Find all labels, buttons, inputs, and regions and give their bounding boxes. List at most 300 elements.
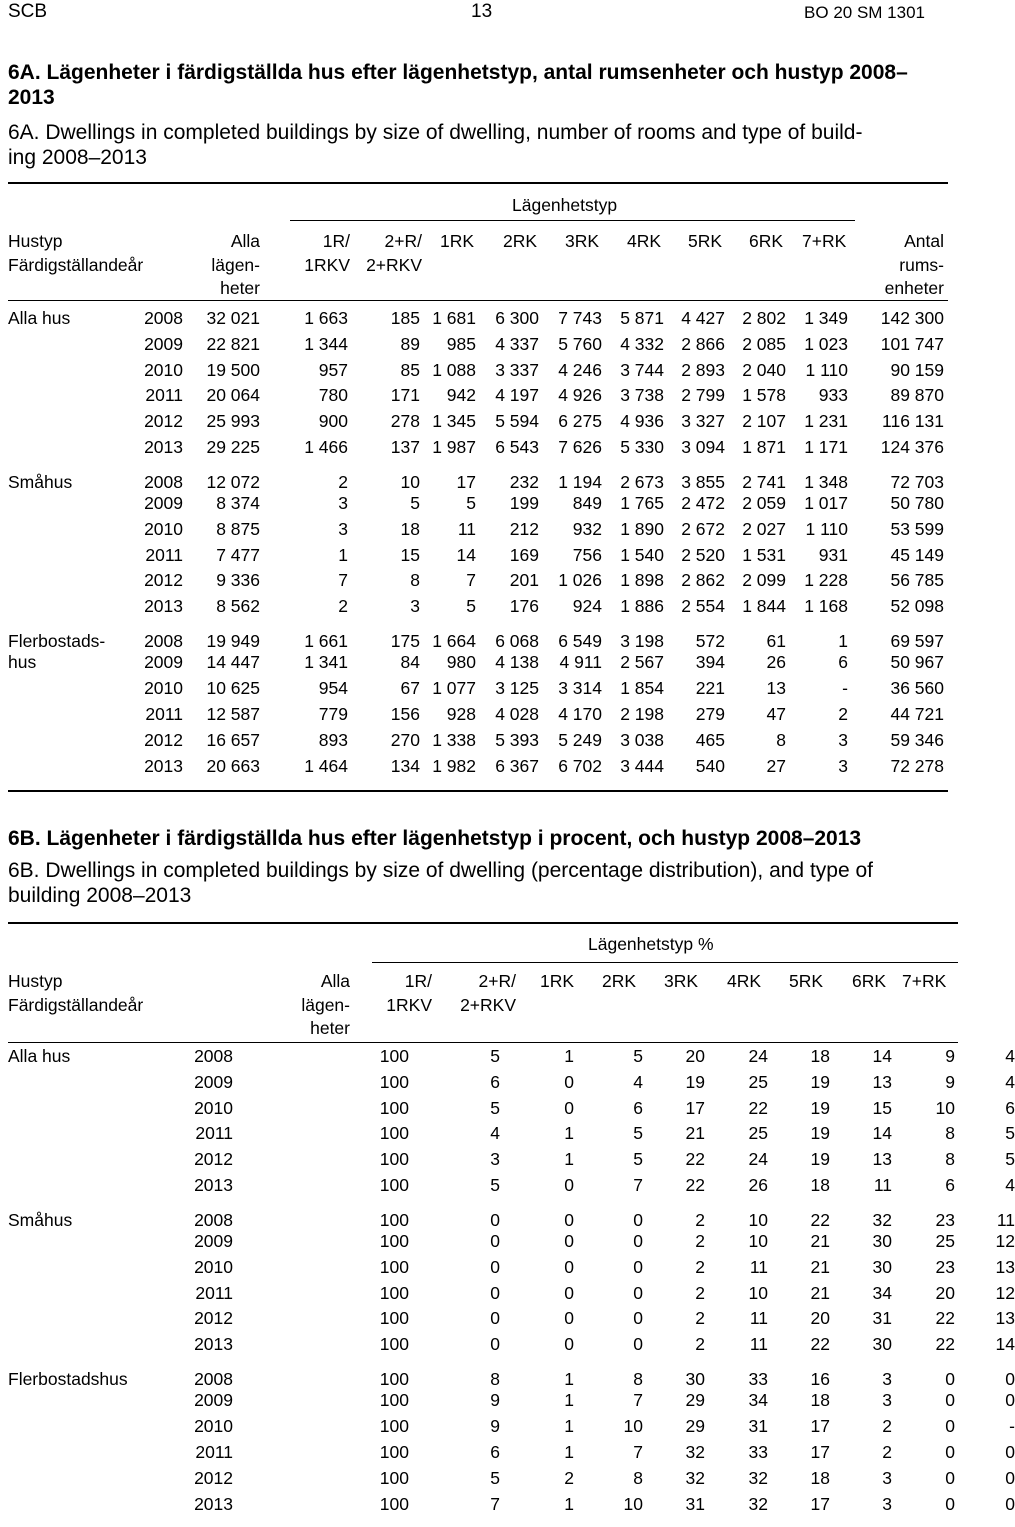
value-cell: 15 (872, 1097, 892, 1118)
value-cell: 12 072 (206, 472, 260, 493)
table-a-header-1r-2: 1RKV (304, 254, 350, 275)
value-cell: 1 (564, 1390, 574, 1411)
value-cell: 1 466 (304, 436, 348, 457)
year-cell: 2012 (194, 1308, 233, 1329)
value-cell: 4 911 (559, 652, 602, 673)
value-cell: 1 (838, 631, 848, 652)
value-cell: 101 747 (880, 333, 944, 354)
value-cell: 5 871 (620, 308, 664, 328)
table-b-header-year-label: Färdigställandeår (8, 994, 144, 1015)
group-name-cell (8, 1334, 173, 1360)
value-cell: 5 (1005, 1123, 1015, 1144)
value-cell: 6 (1005, 1097, 1015, 1118)
table-b-header-1r-1: 1R/ (404, 971, 432, 991)
value-cell: 2 799 (681, 385, 725, 406)
value-cell: 5 393 (495, 729, 539, 750)
value-cell: 100 (379, 1149, 409, 1170)
value-cell: 4 337 (495, 333, 539, 354)
value-cell: 10 (623, 1493, 643, 1514)
value-cell: 8 (945, 1123, 955, 1144)
value-cell: 2 672 (681, 518, 725, 539)
year-cell: 2013 (144, 596, 183, 617)
table-b-header-rule (8, 1042, 958, 1043)
value-cell: 14 447 (206, 652, 260, 673)
value-cell: 14 (872, 1046, 892, 1066)
value-cell: 5 (490, 1097, 500, 1118)
value-cell: 12 (995, 1282, 1015, 1303)
group-name-cell (8, 570, 128, 596)
table-b-body (8, 1046, 1015, 1519)
table-a-header-4rk: 4RK (627, 231, 662, 251)
table-b-header-5rk: 5RK (789, 971, 824, 991)
value-cell: 7 (633, 1390, 643, 1411)
value-cell: 8 (410, 570, 420, 591)
value-cell: 3 (838, 755, 848, 776)
value-cell: 0 (633, 1231, 643, 1252)
table-row (8, 1257, 1015, 1283)
year-cell: 2008 (194, 1369, 233, 1390)
value-cell: 1 871 (742, 436, 786, 457)
table-b-header-3rk: 3RK (664, 971, 699, 991)
value-cell: 8 (633, 1369, 643, 1390)
table-row (8, 730, 944, 756)
table-row (8, 1334, 1015, 1360)
group-name-cell (8, 730, 128, 756)
group-name-cell (8, 1231, 173, 1257)
value-cell: 29 225 (206, 436, 260, 457)
value-cell: 1 110 (805, 359, 848, 380)
value-cell: 13 (995, 1256, 1015, 1277)
year-cell: 2011 (195, 1123, 233, 1144)
value-cell: 1 168 (804, 596, 848, 617)
value-cell: 2 099 (742, 570, 786, 591)
year-cell: 2013 (144, 436, 183, 457)
value-cell: 1 (338, 544, 348, 565)
year-cell: 2009 (144, 493, 183, 514)
table-a-body (8, 308, 944, 781)
value-cell: 21 (685, 1123, 705, 1144)
year-cell: 2008 (144, 472, 183, 493)
value-cell: 932 (572, 518, 602, 539)
value-cell: 22 (685, 1149, 705, 1170)
value-cell: 2 (882, 1416, 892, 1437)
value-cell: 4 170 (558, 703, 602, 724)
value-cell: 4 (1005, 1071, 1015, 1092)
value-cell: 0 (945, 1390, 955, 1411)
table-row (8, 570, 944, 596)
table-row (8, 308, 944, 334)
value-cell: 1 664 (432, 631, 476, 652)
table-row (8, 622, 944, 652)
table-b-header-2r-1: 2+R/ (478, 971, 516, 991)
value-cell: 1 663 (304, 308, 348, 328)
table-a-top-rule (8, 182, 948, 184)
value-cell: 3 094 (681, 436, 725, 457)
table-b-header-2r-2: 2+RKV (460, 994, 516, 1015)
value-cell: 5 249 (558, 729, 602, 750)
value-cell: 1 110 (805, 518, 848, 539)
table-b-super-header: Lägenhetstyp % (588, 934, 714, 954)
year-cell: 2013 (144, 755, 183, 776)
value-cell: 26 (748, 1174, 768, 1195)
value-cell: 44 721 (890, 703, 944, 724)
table-a-header-1rk: 1RK (440, 231, 475, 251)
value-cell: 0 (945, 1493, 955, 1514)
value-cell: 942 (446, 385, 476, 406)
value-cell: 900 (318, 411, 348, 432)
value-cell: 3 (838, 729, 848, 750)
value-cell: 0 (1005, 1390, 1015, 1411)
value-cell: 61 (766, 631, 786, 652)
value-cell: 928 (446, 703, 476, 724)
value-cell: 2 520 (681, 544, 725, 565)
value-cell: 9 (490, 1390, 500, 1411)
value-cell: 0 (633, 1256, 643, 1277)
value-cell: 19 (810, 1071, 830, 1092)
value-cell: 6 549 (558, 631, 602, 652)
value-cell: 2 (338, 596, 348, 617)
year-cell: 2011 (145, 385, 183, 406)
value-cell: 572 (695, 631, 725, 652)
year-cell: 2009 (144, 652, 183, 673)
value-cell: 10 (748, 1231, 768, 1252)
value-cell: 1 540 (620, 544, 664, 565)
group-name-cell (8, 1416, 173, 1442)
value-cell: 26 (766, 652, 786, 673)
value-cell: 45 149 (890, 544, 944, 565)
value-cell: 13 (872, 1071, 892, 1092)
value-cell: 19 (810, 1097, 830, 1118)
value-cell: 100 (379, 1071, 409, 1092)
value-cell: 0 (564, 1308, 574, 1329)
value-cell: 1 348 (804, 472, 848, 493)
value-cell: 25 (935, 1231, 955, 1252)
year-cell: 2011 (145, 703, 183, 724)
value-cell: 6 (945, 1174, 955, 1195)
value-cell: 11 (457, 518, 476, 539)
value-cell: 4 197 (495, 385, 539, 406)
table-b-super-rule (372, 962, 958, 963)
value-cell: 4 138 (495, 652, 539, 673)
value-cell: 85 (400, 359, 420, 380)
value-cell: 2 027 (742, 518, 786, 539)
value-cell: 34 (872, 1282, 892, 1303)
value-cell: 9 336 (216, 570, 260, 591)
value-cell: 19 (810, 1149, 830, 1170)
table-b-header-alla-1: Alla (320, 971, 350, 991)
value-cell: 100 (379, 1210, 409, 1231)
year-cell: 2011 (195, 1441, 233, 1462)
value-cell: 5 (633, 1046, 643, 1066)
value-cell: 31 (872, 1308, 892, 1329)
group-name-cell (8, 437, 128, 463)
value-cell: 2 (564, 1467, 574, 1488)
value-cell: 980 (446, 652, 476, 673)
year-cell: 2008 (194, 1046, 233, 1066)
value-cell: 100 (379, 1256, 409, 1277)
value-cell: 18 (810, 1467, 830, 1488)
value-cell: 0 (945, 1467, 955, 1488)
value-cell: 3 (338, 518, 348, 539)
value-cell: 7 (633, 1174, 643, 1195)
value-cell: 954 (318, 678, 348, 699)
value-cell: 0 (564, 1256, 574, 1277)
value-cell: 1 765 (620, 493, 664, 514)
value-cell: 5 (490, 1174, 500, 1195)
value-cell: 1 231 (804, 411, 848, 432)
year-cell: 2010 (194, 1416, 233, 1437)
value-cell: 34 (748, 1390, 768, 1411)
table-row (8, 1072, 1015, 1098)
value-cell: 171 (390, 385, 420, 406)
value-cell: 279 (695, 703, 725, 724)
table-a-header-1r-1: 1R/ (322, 231, 350, 251)
value-cell: 12 (995, 1231, 1015, 1252)
value-cell: 100 (379, 1231, 409, 1252)
value-cell: 0 (490, 1210, 500, 1231)
table-a-header-1r (294, 230, 350, 277)
group-name-cell: Småhus (8, 1210, 73, 1231)
value-cell: 1 026 (558, 570, 602, 591)
table-b-header-alla-2: lägen- (301, 994, 350, 1015)
table-row (8, 1201, 1015, 1231)
value-cell: 134 (390, 755, 420, 776)
value-cell: 4 (633, 1071, 643, 1092)
value-cell: 9 (945, 1046, 955, 1066)
value-cell: 0 (490, 1334, 500, 1355)
group-name-cell: Flerbostads- (8, 631, 106, 652)
value-cell: 0 (490, 1282, 500, 1303)
value-cell: 19 (810, 1123, 830, 1144)
value-cell: 201 (509, 570, 539, 591)
value-cell: 3 (882, 1390, 892, 1411)
value-cell: 7 (466, 570, 476, 591)
value-cell: 1 (564, 1149, 574, 1170)
value-cell: 1 (564, 1441, 574, 1462)
value-cell: 2 (882, 1441, 892, 1462)
value-cell: 3 744 (620, 359, 664, 380)
value-cell: 7 (633, 1441, 643, 1462)
group-name-cell (8, 334, 128, 360)
table-a (8, 308, 944, 781)
value-cell: 18 (810, 1390, 830, 1411)
value-cell: 24 (748, 1046, 768, 1066)
value-cell: 100 (379, 1493, 409, 1514)
table-a-header-alla-1: Alla (230, 231, 260, 251)
table-row (8, 1416, 1015, 1442)
value-cell: 100 (379, 1467, 409, 1488)
value-cell: 0 (564, 1097, 574, 1118)
year-cell: 2008 (144, 308, 183, 328)
table-b-header-alla-3: heter (310, 1018, 350, 1038)
table-b-header-1r (372, 970, 432, 1017)
value-cell: 1 (564, 1416, 574, 1437)
value-cell: 156 (390, 703, 420, 724)
value-cell: 11 (873, 1174, 892, 1195)
table-row (8, 678, 944, 704)
value-cell: 6 (838, 652, 848, 673)
value-cell: 3 (490, 1149, 500, 1170)
table-a-header-alla-2: lägen- (211, 254, 260, 275)
value-cell: 780 (318, 385, 348, 406)
value-cell: 2 802 (742, 308, 786, 328)
value-cell: 47 (766, 703, 786, 724)
value-cell: 9 (490, 1416, 500, 1437)
value-cell: 8 (490, 1369, 500, 1390)
group-name-cell: Alla hus (8, 308, 71, 328)
table-a-header-antal-1: Antal (904, 231, 944, 251)
value-cell: 169 (509, 544, 539, 565)
value-cell: 0 (564, 1071, 574, 1092)
value-cell: 15 (400, 544, 420, 565)
value-cell: 32 (748, 1493, 768, 1514)
value-cell: 2 198 (620, 703, 664, 724)
value-cell: 3 337 (495, 359, 539, 380)
value-cell: 199 (509, 493, 539, 514)
value-cell: 6 (490, 1441, 500, 1462)
value-cell: 0 (945, 1441, 955, 1462)
value-cell: 5 (410, 493, 420, 514)
value-cell: 33 (748, 1441, 768, 1462)
table-a-header-alla-3: heter (220, 278, 260, 298)
value-cell: 100 (379, 1097, 409, 1118)
value-cell: 957 (318, 359, 348, 380)
value-cell: 985 (446, 333, 476, 354)
year-cell: 2010 (194, 1097, 233, 1118)
table-row (8, 545, 944, 571)
value-cell: 1 (564, 1369, 574, 1390)
value-cell: 21 (810, 1231, 830, 1252)
year-cell: 2010 (144, 678, 183, 699)
value-cell: 100 (379, 1416, 409, 1437)
value-cell: 8 875 (216, 518, 260, 539)
table-b-header-1r-2: 1RKV (386, 994, 432, 1015)
value-cell: 21 (810, 1256, 830, 1277)
value-cell: 18 (810, 1046, 830, 1066)
value-cell: 1 886 (620, 596, 664, 617)
value-cell: 1 982 (432, 755, 476, 776)
value-cell: 2 554 (681, 596, 725, 617)
table-b-header-7rk: 7+RK (902, 971, 947, 991)
value-cell: 3 (882, 1493, 892, 1514)
value-cell: 0 (945, 1416, 955, 1437)
value-cell: 185 (390, 308, 420, 328)
year-cell: 2012 (144, 411, 183, 432)
value-cell: 72 703 (890, 472, 944, 493)
value-cell: 100 (379, 1174, 409, 1195)
value-cell: 6 543 (495, 436, 539, 457)
value-cell: 1 171 (804, 436, 848, 457)
table-row (8, 1308, 1015, 1334)
value-cell: 7 (338, 570, 348, 591)
table-b-header-2r (446, 970, 516, 1017)
group-name-cell (8, 756, 128, 782)
value-cell: 20 (685, 1046, 705, 1066)
value-cell: 10 625 (206, 678, 260, 699)
group-name-cell: Småhus (8, 472, 73, 493)
table-row (8, 437, 944, 463)
group-name-cell (8, 1175, 173, 1201)
value-cell: 1 338 (432, 729, 476, 750)
value-cell: 3 444 (620, 755, 664, 776)
table-row (8, 1175, 1015, 1201)
table-row (8, 1123, 1015, 1149)
value-cell: 924 (572, 596, 602, 617)
value-cell: 20 064 (206, 385, 260, 406)
value-cell: 0 (490, 1231, 500, 1252)
table-row (8, 1231, 1015, 1257)
value-cell: 2 862 (681, 570, 725, 591)
value-cell: 67 (400, 678, 420, 699)
table-a-super-rule (290, 220, 855, 221)
value-cell: 2 085 (742, 333, 786, 354)
value-cell: 7 743 (558, 308, 602, 328)
value-cell: 1 228 (804, 570, 848, 591)
value-cell: 1 854 (620, 678, 664, 699)
value-cell: 8 374 (216, 493, 260, 514)
value-cell: 84 (400, 652, 420, 673)
year-cell: 2012 (144, 729, 183, 750)
group-name-cell (8, 1308, 173, 1334)
value-cell: 931 (818, 544, 848, 565)
value-cell: 0 (1005, 1369, 1015, 1390)
group-name-cell (8, 1390, 173, 1416)
value-cell: 2 (695, 1231, 705, 1252)
group-name-cell (8, 678, 128, 704)
table-row (8, 1360, 1015, 1390)
value-cell: 89 870 (890, 385, 944, 406)
value-cell: 9 (945, 1071, 955, 1092)
table-row (8, 1494, 1015, 1520)
value-cell: 22 (810, 1210, 830, 1231)
value-cell: 1 (564, 1123, 574, 1144)
value-cell: 4 (1005, 1174, 1015, 1195)
value-cell: 29 (685, 1416, 705, 1437)
year-cell: 2013 (194, 1174, 233, 1195)
table-b-header-hustyp-label: Hustyp (8, 971, 63, 991)
value-cell: - (842, 678, 848, 699)
value-cell: 17 (810, 1441, 830, 1462)
value-cell: 1 341 (304, 652, 348, 673)
value-cell: 100 (379, 1308, 409, 1329)
value-cell: 10 (748, 1210, 768, 1231)
value-cell: 18 (400, 518, 420, 539)
value-cell: 3 (882, 1467, 892, 1488)
value-cell: 1 844 (742, 596, 786, 617)
value-cell: 0 (633, 1334, 643, 1355)
value-cell: 142 300 (880, 308, 944, 328)
group-name-cell (8, 1468, 173, 1494)
value-cell: 11 (749, 1334, 768, 1355)
value-cell: 1 017 (804, 493, 848, 514)
value-cell: 1 344 (304, 333, 348, 354)
value-cell: 6 068 (495, 631, 539, 652)
table-b-header-1rk: 1RK (540, 971, 575, 991)
value-cell: 6 275 (558, 411, 602, 432)
value-cell: 0 (564, 1210, 574, 1231)
value-cell: 137 (390, 436, 420, 457)
value-cell: 394 (695, 652, 725, 673)
value-cell: 17 (685, 1097, 705, 1118)
value-cell: 6 702 (558, 755, 602, 776)
value-cell: 116 131 (882, 411, 944, 432)
table-a-header-alla (210, 230, 260, 301)
group-name-cell (8, 704, 128, 730)
value-cell: 1 (564, 1493, 574, 1514)
table-a-title-sv: 6A. Lägenheter i färdigställda hus efter lägenhetstyp, antal rumsenheter och hustyp 2008–2013 (8, 61, 908, 109)
value-cell: 1 077 (432, 678, 476, 699)
value-cell: 50 967 (890, 652, 944, 673)
